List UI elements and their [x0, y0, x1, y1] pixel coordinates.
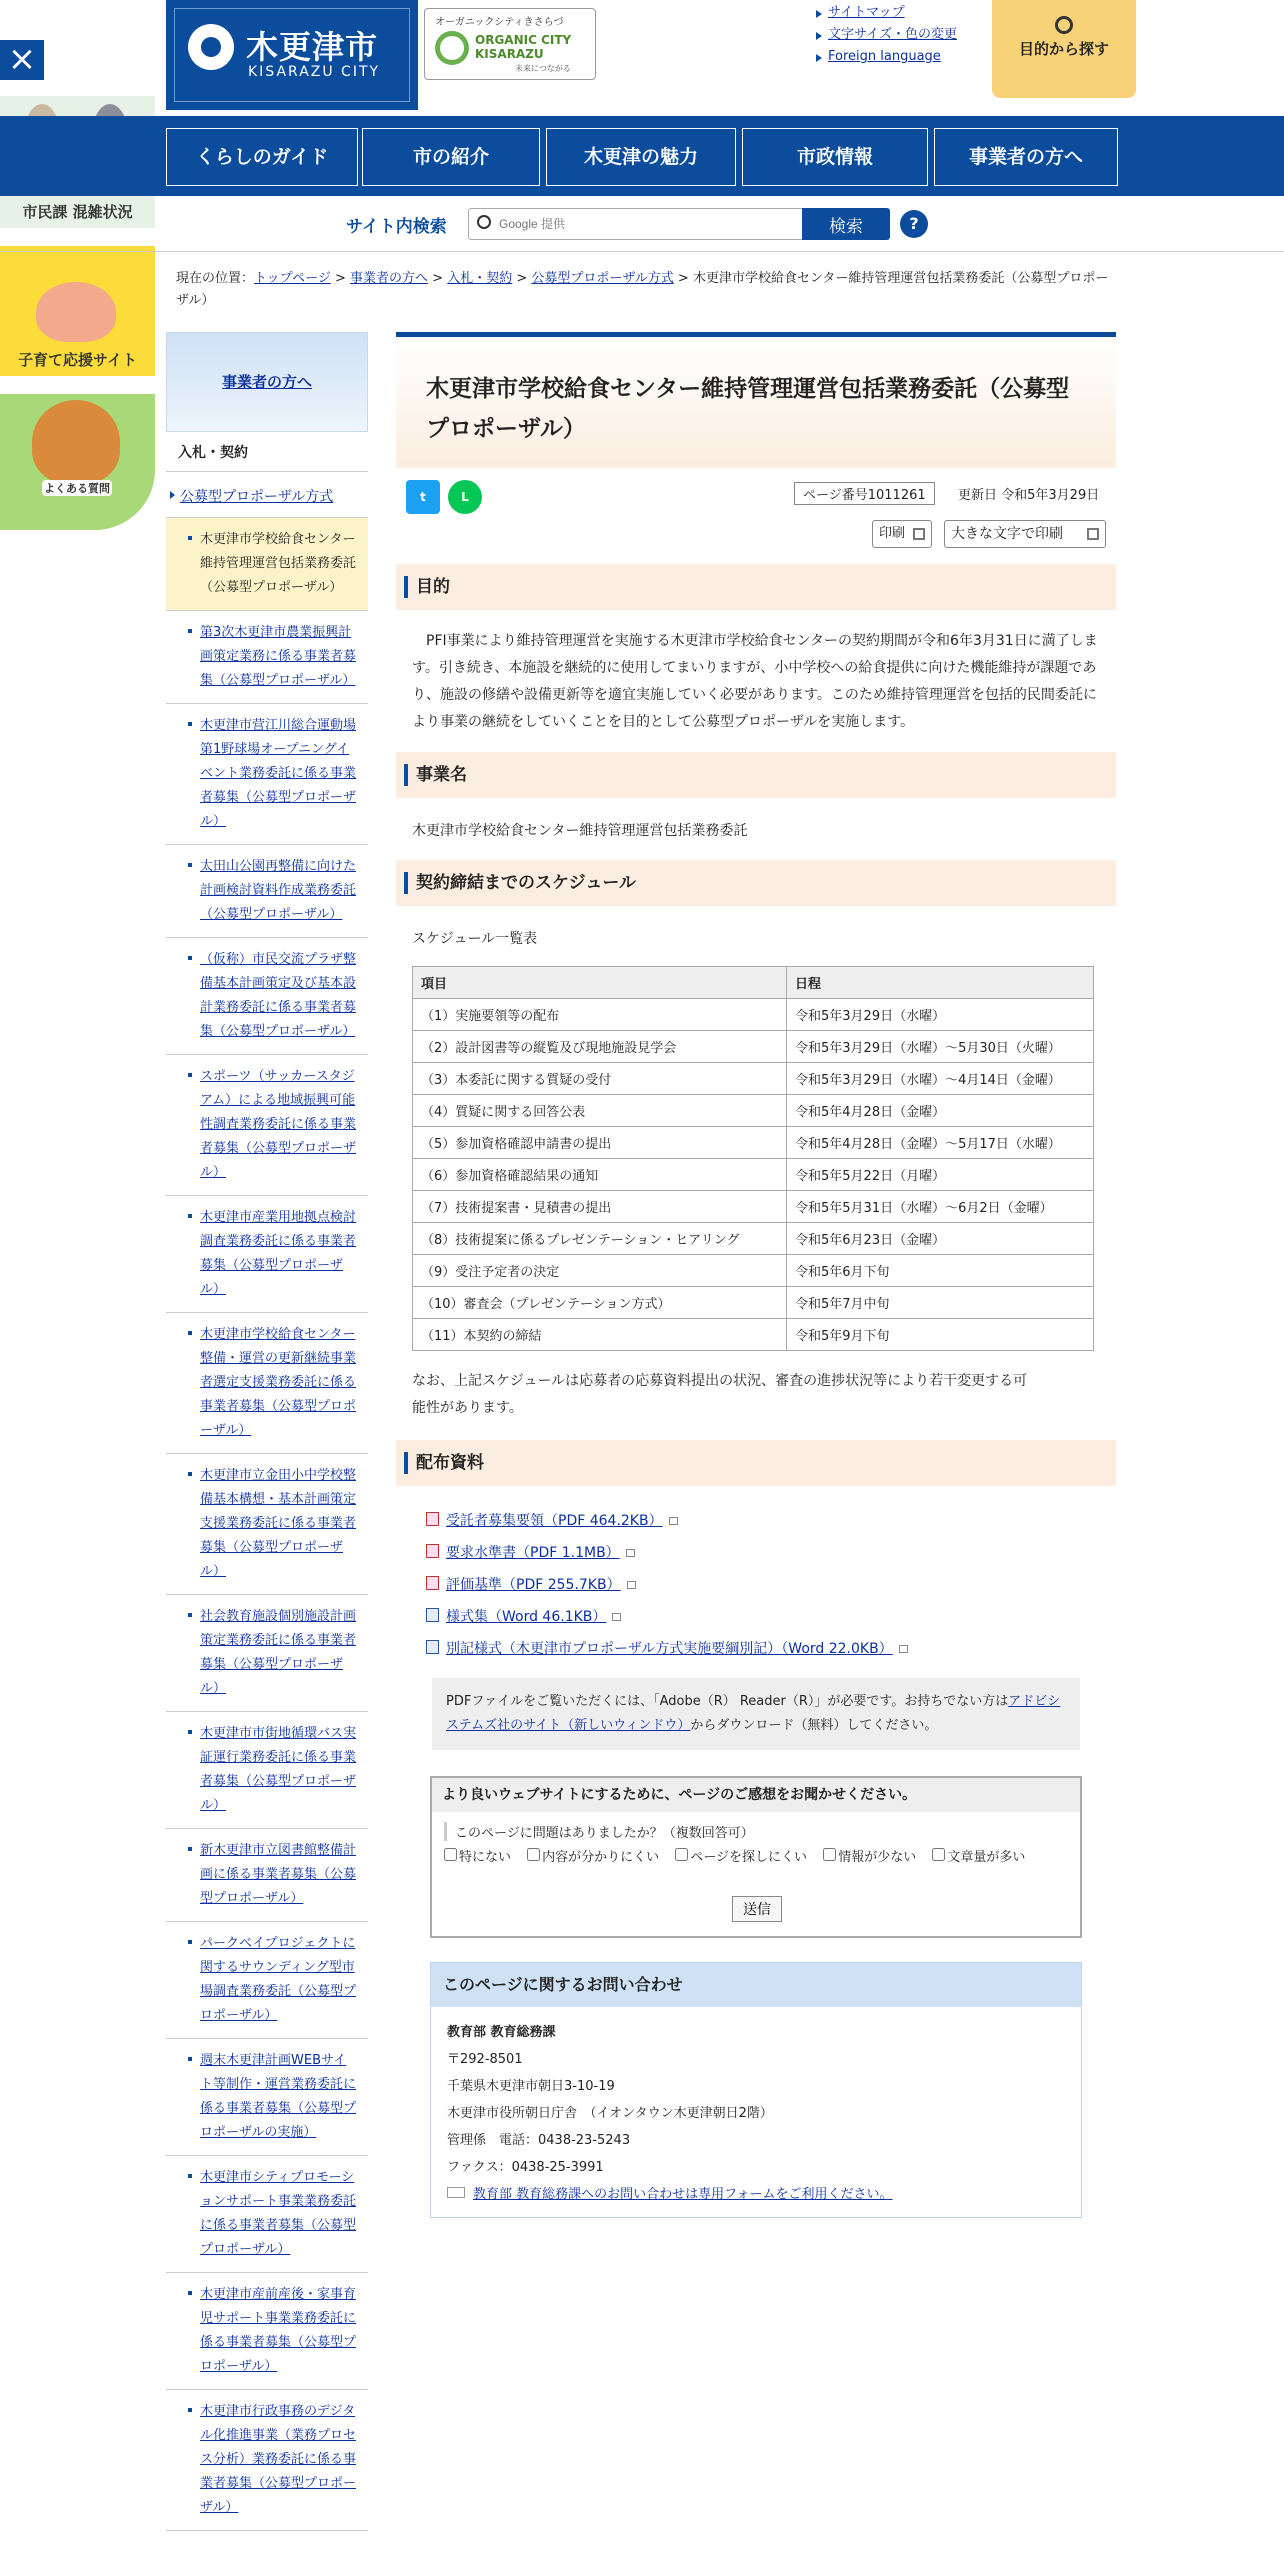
cell-item: （1）実施要領等の配布 — [413, 999, 787, 1031]
breadcrumb-sep: > — [673, 271, 693, 286]
feedback-option — [821, 1850, 916, 1865]
side-item-link[interactable]: 木更津市シティプロモーションサポート事業業務委託に係る事業者募集（公募型プロポーザル） — [200, 2170, 357, 2257]
download-list — [426, 1510, 908, 1670]
printer-icon — [913, 528, 925, 540]
side-item-link[interactable]: 木更津市营江川総合運動場第1野球場オープニングイベント業務委託に係る事業者募集（公募型プロポーザル） — [200, 718, 357, 829]
new-window-icon — [626, 1549, 635, 1557]
side-item-link[interactable]: 木更津市産業用地拠点検討調査業務委託に係る事業者募集（公募型プロポーザル） — [200, 1210, 357, 1297]
feedback-checkbox[interactable] — [675, 1848, 688, 1861]
side-item — [166, 1196, 368, 1313]
search-button[interactable]: 検索 — [802, 208, 890, 240]
download-link[interactable]: 要求水準書（PDF 1.1MB） — [446, 1545, 620, 1561]
feedback-option — [673, 1850, 807, 1865]
search-by-purpose-button[interactable] — [992, 0, 1136, 98]
cell-item: （10）審査会（プレゼンテーション方式） — [413, 1287, 787, 1319]
side-item — [166, 611, 368, 704]
schedule-note: なお、上記スケジュールは応募者の応募資料提出の状況、審査の進捗状況等により若干変更する可能性があります。 — [412, 1373, 1028, 1416]
cell-item: （3）本委託に関する質疑の受付 — [413, 1063, 787, 1095]
cell-item: （2）設計図書等の縦覧及び現地施設見学会 — [413, 1031, 787, 1063]
side-item-link[interactable]: 社会教育施設個別施設計画策定業務委託に係る事業者募集（公募型プロポーザル） — [200, 1609, 357, 1696]
cell-date: 令和5年5月22日（月曜） — [787, 1159, 1094, 1191]
section-heading-schedule: 契約締結までのスケジュール — [396, 860, 1116, 906]
option-label: 特にない — [459, 1850, 512, 1865]
new-window-icon — [669, 1517, 678, 1525]
search-help-icon[interactable]: ? — [900, 210, 928, 238]
feedback-option — [930, 1850, 1025, 1865]
cell-item: （6）参加資格確認結果の通知 — [413, 1159, 787, 1191]
side-item — [166, 2273, 368, 2390]
side-item — [166, 1454, 368, 1595]
feedback-checkbox[interactable] — [527, 1848, 540, 1861]
cell-date: 令和5年5月31日（水曜）～6月2日（金曜） — [787, 1191, 1094, 1223]
feedback-send-button[interactable]: 送信 — [732, 1896, 782, 1922]
new-window-icon — [899, 1645, 908, 1653]
table-row — [413, 1319, 1094, 1351]
col-header: 日程 — [787, 967, 1094, 999]
download-item — [426, 1638, 908, 1670]
table-row — [413, 1287, 1094, 1319]
section-heading-purpose: 目的 — [396, 564, 1116, 610]
side-item-link[interactable]: 木更津市学校給食センター整備・運営の更新継続事業者選定支援業務委託に係る事業者募集（公募型プロポーザル） — [200, 1327, 357, 1438]
contact-body — [431, 2007, 1081, 2220]
side-item — [166, 1313, 368, 1454]
table-row — [413, 1031, 1094, 1063]
site-header — [166, 0, 1136, 116]
cell-item: （9）受注予定者の決定 — [413, 1255, 787, 1287]
nav-kurashi[interactable]: くらしのガイド — [166, 128, 358, 186]
contact-dept: 教育部 教育総務課 — [447, 2025, 556, 2040]
cell-date: 令和5年6月下旬 — [787, 1255, 1094, 1287]
global-nav — [0, 116, 1284, 196]
line-share-icon[interactable]: L — [448, 480, 482, 514]
side-item-link[interactable]: 太田山公園再整備に向けた計画検討資料作成業務委託（公募型プロポーザル） — [200, 859, 357, 922]
breadcrumb — [176, 268, 1112, 312]
cell-date: 令和5年6月23日（金曜） — [787, 1223, 1094, 1255]
updated-date: 更新日 令和5年3月29日 — [958, 488, 1100, 503]
table-row — [413, 1095, 1094, 1127]
cell-date: 令和5年3月29日（水曜） — [787, 999, 1094, 1031]
logo-text-jp: 木更津市 — [246, 28, 379, 66]
table-row — [413, 999, 1094, 1031]
download-link[interactable]: 評価基準（PDF 255.7KB） — [446, 1577, 621, 1593]
new-window-icon — [612, 1613, 621, 1621]
nav-jigyosha[interactable]: 事業者の方へ — [934, 128, 1118, 186]
side-title-link[interactable]: 事業者の方へ — [221, 373, 312, 391]
organic-top-text: オーガニックシティきさらづ — [435, 17, 564, 28]
side-item-link[interactable]: スポーツ（サッカースタジアム）による地域振興可能性調査業務委託に係る事業者募集（公募型プロポーザル） — [200, 1069, 357, 1180]
side-item-link[interactable]: 新木更津市立図書館整備計画に係る事業者募集（公募型プロポーザル） — [200, 1843, 357, 1906]
contact-form-link[interactable]: 教育部 教育総務課へのお問い合わせは専用フォームをご利用ください。 — [473, 2187, 893, 2202]
section-heading-name: 事業名 — [396, 752, 1116, 798]
table-row — [413, 1159, 1094, 1191]
feedback-checkbox[interactable] — [444, 1848, 457, 1861]
search-label: サイト内検索 — [346, 217, 447, 237]
pdf-note-text: PDFファイルをご覧いただくには、「Adobe（R） Reader（R）」が必要です。お持ちでない方は — [446, 1694, 1009, 1709]
side-item — [166, 1922, 368, 2039]
contact-box — [430, 1962, 1082, 2218]
side-item — [166, 704, 368, 845]
tanuki-mascot-icon — [32, 400, 120, 484]
purpose-text: PFI事業により維持管理運営を実施する木更津市学校給食センターの契約期間が令和6年3月31日に満了します。引き続き、本施設を継続的に使用してまいりますが、小中学校への給食提供に向けた機能維持が課題であり、施設の修繕や設備更新等を適宜実施していく必要があります。このため維持管理運営を包括的民間委託により事業の継続をしていくことを目的として公募型プロポーザルを実施します。 — [412, 633, 1098, 730]
side-subtitle[interactable]: 入札・契約 — [166, 432, 368, 472]
side-item-link[interactable]: 木更津市立金田小中学校整備基本構想・基本計画策定支援業務委託に係る事業者募集（公募型プロポーザル） — [200, 1468, 357, 1579]
contact-zip: 〒292-8501 — [447, 2052, 523, 2067]
table-row — [413, 1255, 1094, 1287]
cell-date: 令和5年4月28日（金曜）～5月17日（水曜） — [787, 1127, 1094, 1159]
cell-date: 令和5年9月下旬 — [787, 1319, 1094, 1351]
cell-item: （8）技術提案に係るプレゼンテーション・ヒアリング — [413, 1223, 787, 1255]
cell-date: 令和5年7月中旬 — [787, 1287, 1094, 1319]
feedback-option — [525, 1850, 659, 1865]
pdf-note-text: からダウンロード（無料）してください。 — [690, 1718, 938, 1733]
magnifier-icon — [1055, 16, 1073, 34]
page-title: 木更津市学校給食センター維持管理運営包括業務委託（公募型プロポーザル） — [426, 376, 1070, 442]
table-header-row — [413, 967, 1094, 999]
feedback-form — [430, 1776, 1082, 1938]
download-link[interactable]: 様式集（Word 46.1KB） — [446, 1609, 607, 1625]
print-large-label: 大きな文字で印刷 — [951, 526, 1063, 542]
banner-caption: 子育て応援サイト — [18, 351, 137, 369]
nav-shokai[interactable]: 市の紹介 — [362, 128, 540, 186]
side-title[interactable] — [166, 332, 368, 432]
side-item — [166, 2156, 368, 2273]
contact-fax: ファクス：0438-25-3991 — [447, 2160, 604, 2175]
side-item-link[interactable]: （仮称）市民交流プラザ整備基本計画策定及び基本設計業務委託に係る事業者募集（公募型プロポーザル） — [200, 952, 357, 1039]
city-emblem-icon — [188, 24, 234, 70]
side-item — [166, 1055, 368, 1196]
section-heading-docs: 配布資料 — [396, 1440, 1116, 1486]
title-box — [396, 332, 1116, 468]
pdf-icon — [426, 1576, 439, 1590]
banner-caption: 市民課 混雑状況 — [22, 203, 133, 221]
cell-date: 令和5年3月29日（水曜）～5月30日（火曜） — [787, 1031, 1094, 1063]
organic-city-banner[interactable] — [424, 8, 596, 80]
banner-faq[interactable] — [0, 394, 155, 530]
breadcrumb-sep: > — [428, 271, 448, 286]
organic-name: ORGANIC CITY KISARAZU — [475, 33, 572, 61]
organic-tagline: 未来につながる — [515, 64, 571, 73]
side-category[interactable] — [166, 472, 368, 518]
foreign-language-link[interactable]: Foreign language — [828, 49, 941, 64]
breadcrumb-link[interactable]: トップページ — [254, 271, 331, 286]
nav-miryoku[interactable]: 木更津の魅力 — [546, 128, 736, 186]
option-label: 文章量が多い — [947, 1850, 1026, 1865]
feedback-options — [442, 1847, 1070, 1869]
contact-address: 千葉県木更津市朝日3-10-19 — [447, 2079, 615, 2094]
side-item-link[interactable]: 木更津市市街地循環バス実証運行業務委託に係る事業者募集（公募型プロポーザル） — [200, 1726, 357, 1813]
purpose-label: 目的から探す — [1018, 40, 1109, 58]
breadcrumb-prefix: 現在の位置： — [176, 271, 255, 286]
side-nav — [166, 332, 368, 2568]
breadcrumb-link[interactable]: 公募型プロポーザル方式 — [531, 271, 674, 286]
site-search — [0, 196, 1284, 252]
print-large-button[interactable] — [944, 520, 1106, 548]
search-box — [468, 208, 804, 240]
download-link[interactable]: 受託者募集要領（PDF 464.2KB） — [446, 1513, 663, 1529]
side-item — [166, 2390, 368, 2531]
side-item — [166, 1829, 368, 1922]
search-icon — [477, 215, 491, 229]
cell-item: （7）技術提案書・見積書の提出 — [413, 1191, 787, 1223]
contact-heading: このページに関するお問い合わせ — [431, 1963, 1081, 2007]
breadcrumb-link[interactable]: 入札・契約 — [447, 271, 513, 286]
cell-date: 令和5年4月28日（金曜） — [787, 1095, 1094, 1127]
breadcrumb-current: 木更津市学校給食センター維持管理運営包括業務委託（公募型プロポーザル） — [176, 271, 1109, 308]
utility-links — [816, 2, 957, 68]
side-item — [166, 1595, 368, 1712]
side-item-link[interactable]: 木更津市産前産後・家事育児サポート事業業務委託に係る事業者募集（公募型プロポーザル） — [200, 2287, 357, 2374]
contact-building: 木更津市役所朝日庁舎 （イオンタウン木更津朝日2階） — [447, 2106, 773, 2121]
side-item — [166, 2039, 368, 2156]
side-category-link[interactable]: 公募型プロポーザル方式 — [180, 489, 334, 505]
side-item — [166, 1712, 368, 1829]
table-row — [413, 1191, 1094, 1223]
schedule-caption: スケジュール一覧表 — [412, 931, 538, 947]
table-row — [413, 1127, 1094, 1159]
feedback-checkbox[interactable] — [932, 1848, 945, 1861]
table-row — [413, 1223, 1094, 1255]
main-content — [396, 332, 1116, 2202]
print-button[interactable] — [872, 520, 932, 548]
option-label: 内容が分かりにくい — [542, 1850, 660, 1865]
pdf-icon — [426, 1512, 439, 1526]
site-logo[interactable] — [166, 0, 418, 110]
feedback-question: このページに問題はありましたか？（複数回答可） — [444, 1822, 1068, 1841]
banner-kosodate[interactable] — [0, 246, 155, 376]
option-label: ページを探しにくい — [690, 1850, 808, 1865]
side-item-link[interactable]: 木更津市行政事務のデジタル化推進事業（業務プロセス分析）業務委託に係る事業者募集（公募型プロポーザル） — [200, 2404, 357, 2515]
download-item — [426, 1574, 908, 1606]
pdf-icon — [426, 1544, 439, 1558]
side-item-link[interactable]: 週末木更津計画WEBサイト等制作・運営業務委託に係る事業者募集（公募型プロポーザルの実施） — [200, 2053, 357, 2140]
project-name: 木更津市学校給食センター維持管理運営包括業務委託 — [412, 823, 748, 839]
cell-item: （4）質疑に関する回答公表 — [413, 1095, 787, 1127]
breadcrumb-link[interactable]: 事業者の方へ — [350, 271, 429, 286]
word-icon — [426, 1608, 439, 1622]
contact-form-row — [447, 2181, 1065, 2208]
printer-icon — [1087, 528, 1099, 540]
feedback-checkbox[interactable] — [823, 1848, 836, 1861]
print-label: 印刷 — [879, 526, 906, 541]
col-header: 項目 — [413, 967, 787, 999]
page-number: ページ番号1011261 — [794, 482, 935, 505]
schedule-table — [412, 966, 1094, 1351]
adobe-link[interactable]: アドビシステムズ社のサイト（新しいウィンドウ） — [446, 1694, 1061, 1733]
sitemap-link[interactable]: サイトマップ — [828, 5, 905, 20]
breadcrumb-sep: > — [330, 271, 351, 286]
download-item — [426, 1606, 908, 1638]
pdf-reader-note — [432, 1678, 1080, 1750]
side-item-current: 木更津市学校給食センター維持管理運営包括業務委託（公募型プロポーザル） — [166, 518, 368, 611]
side-item — [166, 845, 368, 938]
cell-item: （11）本契約の締結 — [413, 1319, 787, 1351]
mail-icon — [447, 2187, 465, 2198]
logo-text-en: KISARAZU CITY — [248, 64, 381, 80]
side-item-link[interactable]: パークベイプロジェクトに関するサウンディング型市場調査業務委託（公募型プロポーザル） — [200, 1936, 357, 2023]
twitter-share-icon[interactable]: t — [406, 480, 440, 514]
word-icon — [426, 1640, 439, 1654]
feedback-heading: より良いウェブサイトにするために、ページのご感想をお聞かせください。 — [432, 1778, 1080, 1812]
close-banner-button[interactable]: × — [0, 40, 44, 80]
cell-item: （5）参加資格確認申請書の提出 — [413, 1127, 787, 1159]
download-item — [426, 1510, 908, 1542]
search-input[interactable] — [499, 213, 789, 235]
font-color-link[interactable]: 文字サイズ・色の変更 — [828, 27, 957, 42]
banner-caption: よくある質問 — [44, 482, 110, 495]
side-item-list — [166, 518, 368, 2531]
cell-date: 令和5年3月29日（水曜）～4月14日（金曜） — [787, 1063, 1094, 1095]
download-link[interactable]: 別記様式（木更津市プロポーザル方式実施要綱別記）（Word 22.0KB） — [446, 1641, 893, 1657]
family-icon — [36, 282, 116, 342]
table-row — [413, 1063, 1094, 1095]
option-label: 情報が少ない — [838, 1850, 917, 1865]
organic-leaf-icon — [435, 31, 469, 65]
side-item-link[interactable]: 第3次木更津市農業振興計画策定業務に係る事業者募集（公募型プロポーザル） — [200, 625, 357, 688]
contact-tel: 管理係 電話：0438-23-5243 — [447, 2133, 631, 2148]
side-item — [166, 938, 368, 1055]
new-window-icon — [627, 1581, 636, 1589]
download-item — [426, 1542, 908, 1574]
breadcrumb-sep: > — [512, 271, 532, 286]
nav-shisei[interactable]: 市政情報 — [742, 128, 928, 186]
feedback-option — [442, 1850, 511, 1865]
